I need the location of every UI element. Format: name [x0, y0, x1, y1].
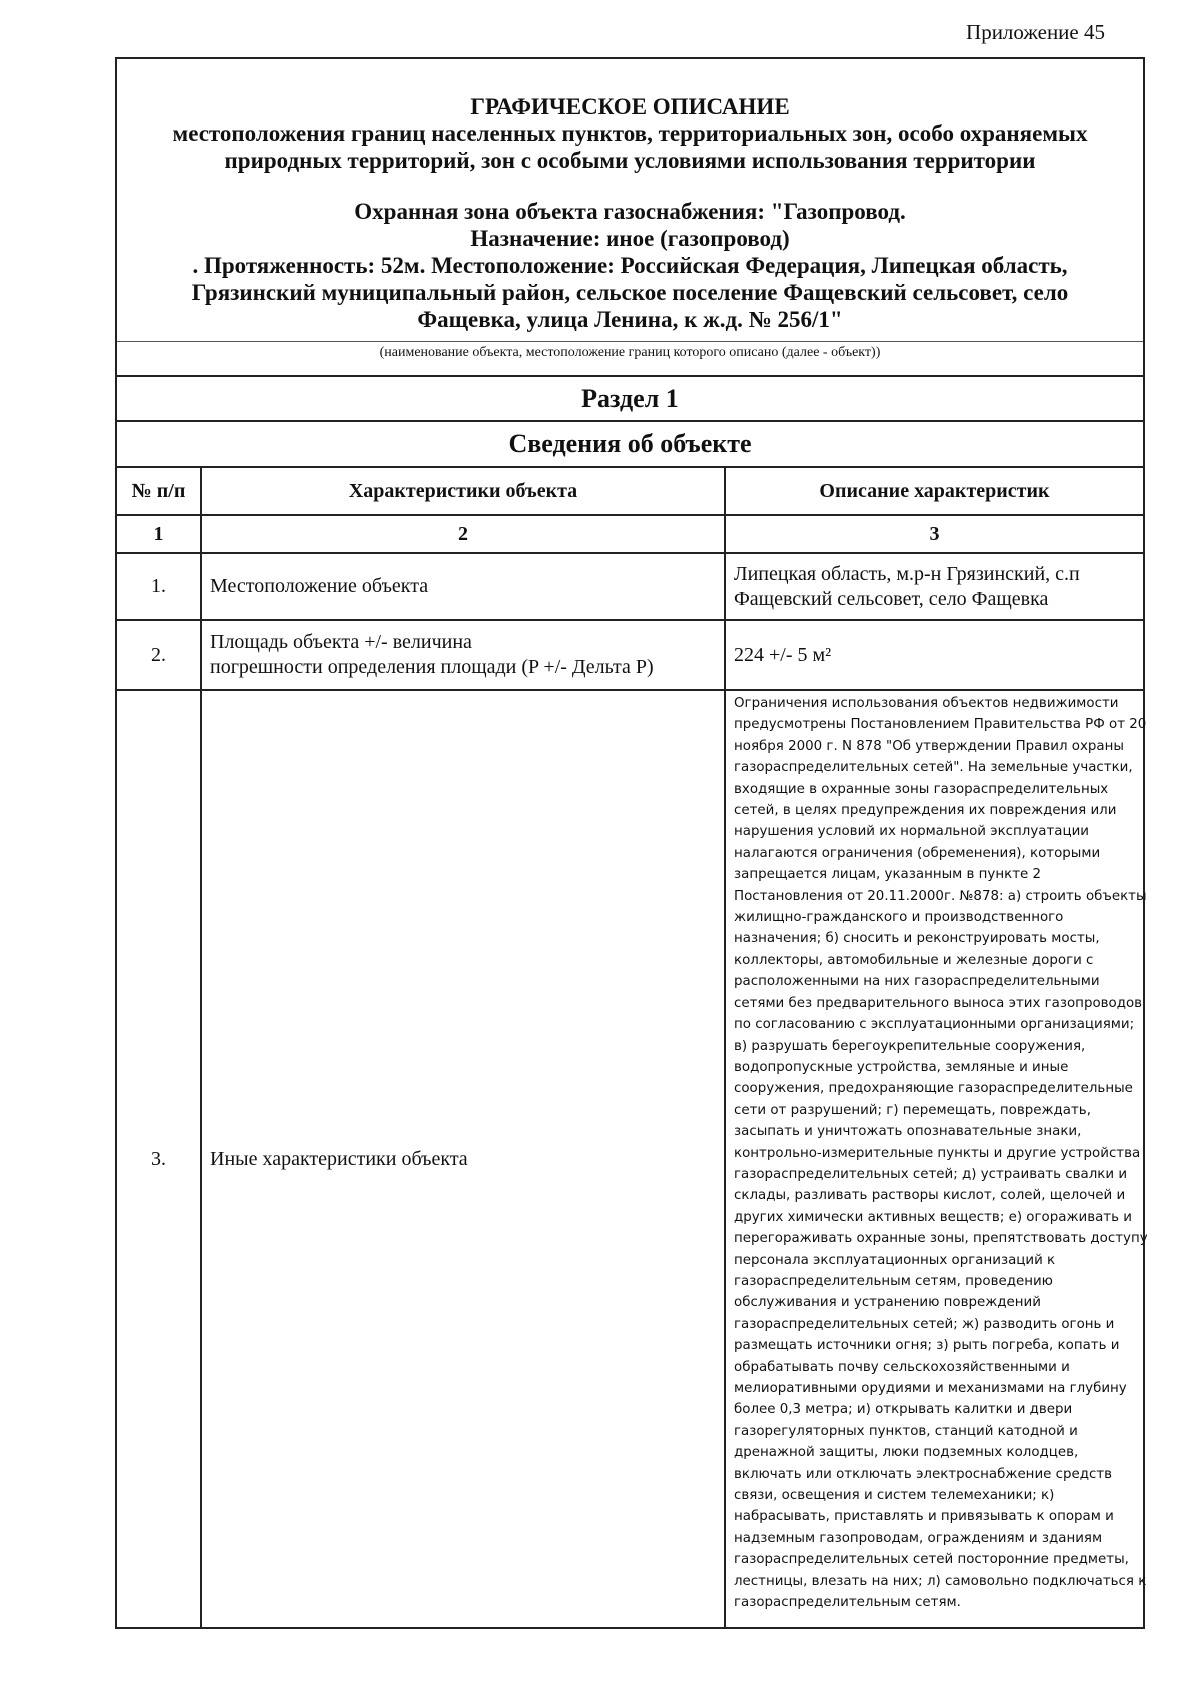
restriction-line: обслуживания и устранению повреждений — [734, 1295, 1041, 1311]
row-characteristic — [201, 553, 725, 620]
restriction-line: контрольно-измерительные пункты и другие устройства — [734, 1145, 1141, 1161]
restriction-line: склады, разливать растворы кислот, солей, щелочей и — [734, 1188, 1126, 1204]
column-number: 3 — [725, 515, 1143, 553]
restriction-line: предусмотрены Постановлением Правительства РФ от 20 — [734, 717, 1147, 733]
restriction-line: Постановления от 20.11.2000г. №878: а) строить объекты — [734, 888, 1147, 904]
restriction-line: газораспределительным сетям. — [734, 1595, 961, 1611]
restriction-line: набрасывать, приставлять и привязывать к опорам и — [734, 1509, 1114, 1525]
object-caption: (наименование объекта, местоположение границ которого описано (далее - объект)) — [117, 341, 1143, 375]
characteristic-line: Местоположение объекта — [210, 575, 429, 597]
table-row — [117, 620, 1143, 690]
restriction-line: сети от разрушений; г) перемещать, повреждать, — [734, 1102, 1091, 1118]
column-numbers-row — [117, 515, 1143, 553]
object-info-table — [117, 466, 1148, 1627]
restriction-line: газораспределительным сетям, проведению — [734, 1273, 1053, 1289]
table-row — [117, 690, 1143, 1627]
table-row — [117, 553, 1143, 620]
restriction-line: засыпать и уничтожать опознавательные знаки, — [734, 1124, 1082, 1140]
restriction-line: водопропускные устройства, земляные и иные — [734, 1059, 1069, 1075]
restriction-line: входящие в охранные зоны газораспределительных — [734, 781, 1109, 797]
row-characteristic — [201, 620, 725, 690]
title-line: ГРАФИЧЕСКОЕ ОПИСАНИЕ — [470, 94, 790, 119]
row-number: 1. — [117, 553, 201, 620]
object-name-line: . Протяженность: 52м. Местоположение: Российская Федерация, Липецкая область, — [192, 253, 1068, 278]
header-description: Описание характеристик — [725, 467, 1143, 515]
restriction-line: коллекторы, автомобильные и железные дороги с — [734, 952, 1094, 968]
characteristic-line: Иные характеристики объекта — [210, 1147, 468, 1170]
restriction-line: дренажной защиты, люки подземных колодцев, — [734, 1445, 1079, 1461]
restriction-line: лестницы, влезать на них; л) самовольно подключаться к — [734, 1573, 1147, 1589]
appendix-label: Приложение 45 — [966, 20, 1105, 44]
row-number: 3. — [117, 690, 201, 1627]
object-name-line: Фащевка, улица Ленина, к ж.д. № 256/1" — [417, 307, 843, 332]
restriction-line: расположенными на них газораспределительными — [734, 974, 1100, 990]
description-line: 224 +/- 5 м² — [734, 643, 832, 666]
description-line: Фащевский сельсовет, село Фащевка — [734, 587, 1049, 610]
document-title — [117, 93, 1143, 174]
restriction-line: обрабатывать почву сельскохозяйственными и — [734, 1359, 1070, 1375]
column-number: 1 — [117, 515, 201, 553]
restriction-line: размещать источники огня; з) рыть погреба, копать и — [734, 1338, 1120, 1354]
title-line: местоположения границ населенных пунктов, территориальных зон, особо охраняемых — [172, 121, 1088, 146]
restriction-line: мелиоративными орудиями и механизмами на глубину — [734, 1381, 1127, 1396]
column-number: 2 — [201, 515, 725, 553]
restriction-line: перегораживать охранные зоны, препятствовать доступу — [734, 1231, 1148, 1247]
restriction-line: жилищно-гражданского и производственного — [734, 910, 1064, 926]
document-frame — [115, 57, 1148, 1629]
characteristic-line: Площадь объекта +/- величина — [210, 631, 472, 653]
restriction-line: назначения; б) сносить и реконструировать мосты, — [734, 931, 1100, 947]
restriction-line: газораспределительных сетей; ж) разводить огонь и — [734, 1316, 1115, 1332]
row-description — [725, 553, 1143, 620]
restriction-line: сетей, в целях предупреждения их повреждения или — [734, 803, 1117, 819]
restriction-line: персонала эксплуатационных организаций к — [734, 1252, 1056, 1268]
object-name-line: Грязинский муниципальный район, сельское поселение Фащевский сельсовет, село — [191, 280, 1069, 305]
restriction-line: Ограничения использования объектов недвижимости — [734, 696, 1119, 711]
row-description — [725, 620, 1143, 690]
restriction-line: по согласованию с эксплуатационными организациями; — [734, 1017, 1135, 1033]
restriction-line: нарушения условий их нормальной эксплуатации — [734, 824, 1090, 840]
restriction-line: ноября 2000 г. N 878 "Об утверждении Правил охраны — [734, 738, 1124, 754]
title-line: природных территорий, зон с особыми условиями использования территории — [224, 148, 1036, 173]
restriction-line: надземным газопроводам, ограждениям и зданиям — [734, 1530, 1103, 1546]
row-description-restrictions — [725, 690, 1148, 1627]
restriction-line: более 0,3 метра; и) открывать калитки и двери — [734, 1402, 1073, 1418]
document-header — [117, 59, 1143, 375]
restriction-line: сетями без предварительного выноса этих газопроводов — [734, 995, 1143, 1011]
restriction-line: запрещается лицам, указанным в пункте 2 — [734, 867, 1042, 883]
header-number: № п/п — [117, 467, 201, 515]
restriction-line: связи, освещения и систем телемеханики; к) — [734, 1488, 1055, 1504]
restriction-line: включать или отключать электроснабжение средств — [734, 1466, 1113, 1482]
restriction-line: газораспределительных сетей". На земельные участки, — [734, 760, 1133, 776]
restriction-line: налагаются ограничения (обременения), которыми — [734, 845, 1101, 861]
restriction-line: газораспределительных сетей; д) устраивать свалки и — [734, 1166, 1128, 1182]
restriction-line: в) разрушать берегоукрепительные сооружения, — [734, 1038, 1086, 1054]
characteristic-line: погрешности определения площади (P +/- Дельта P) — [210, 656, 654, 678]
object-name-line: Охранная зона объекта газоснабжения: "Газопровод. — [354, 199, 906, 224]
row-number: 2. — [117, 620, 201, 690]
table-header-row — [117, 467, 1143, 515]
restriction-line: других химически активных веществ; е) огораживать и — [734, 1209, 1132, 1225]
object-name-line: Назначение: иное (газопровод) — [470, 226, 790, 251]
header-characteristic: Характеристики объекта — [201, 467, 725, 515]
restriction-line: сооружения, предохраняющие газораспределительные — [734, 1081, 1133, 1097]
row-characteristic — [201, 690, 725, 1627]
section-subtitle: Сведения об объекте — [117, 420, 1143, 466]
object-name — [117, 198, 1143, 333]
restriction-line: газораспределительных сетей посторонние предметы, — [734, 1552, 1129, 1568]
description-line: Липецкая область, м.р-н Грязинский, с.п — [734, 562, 1080, 585]
section-title: Раздел 1 — [117, 375, 1143, 420]
restriction-line: газорегуляторных пунктов, станций катодной и — [734, 1423, 1078, 1439]
